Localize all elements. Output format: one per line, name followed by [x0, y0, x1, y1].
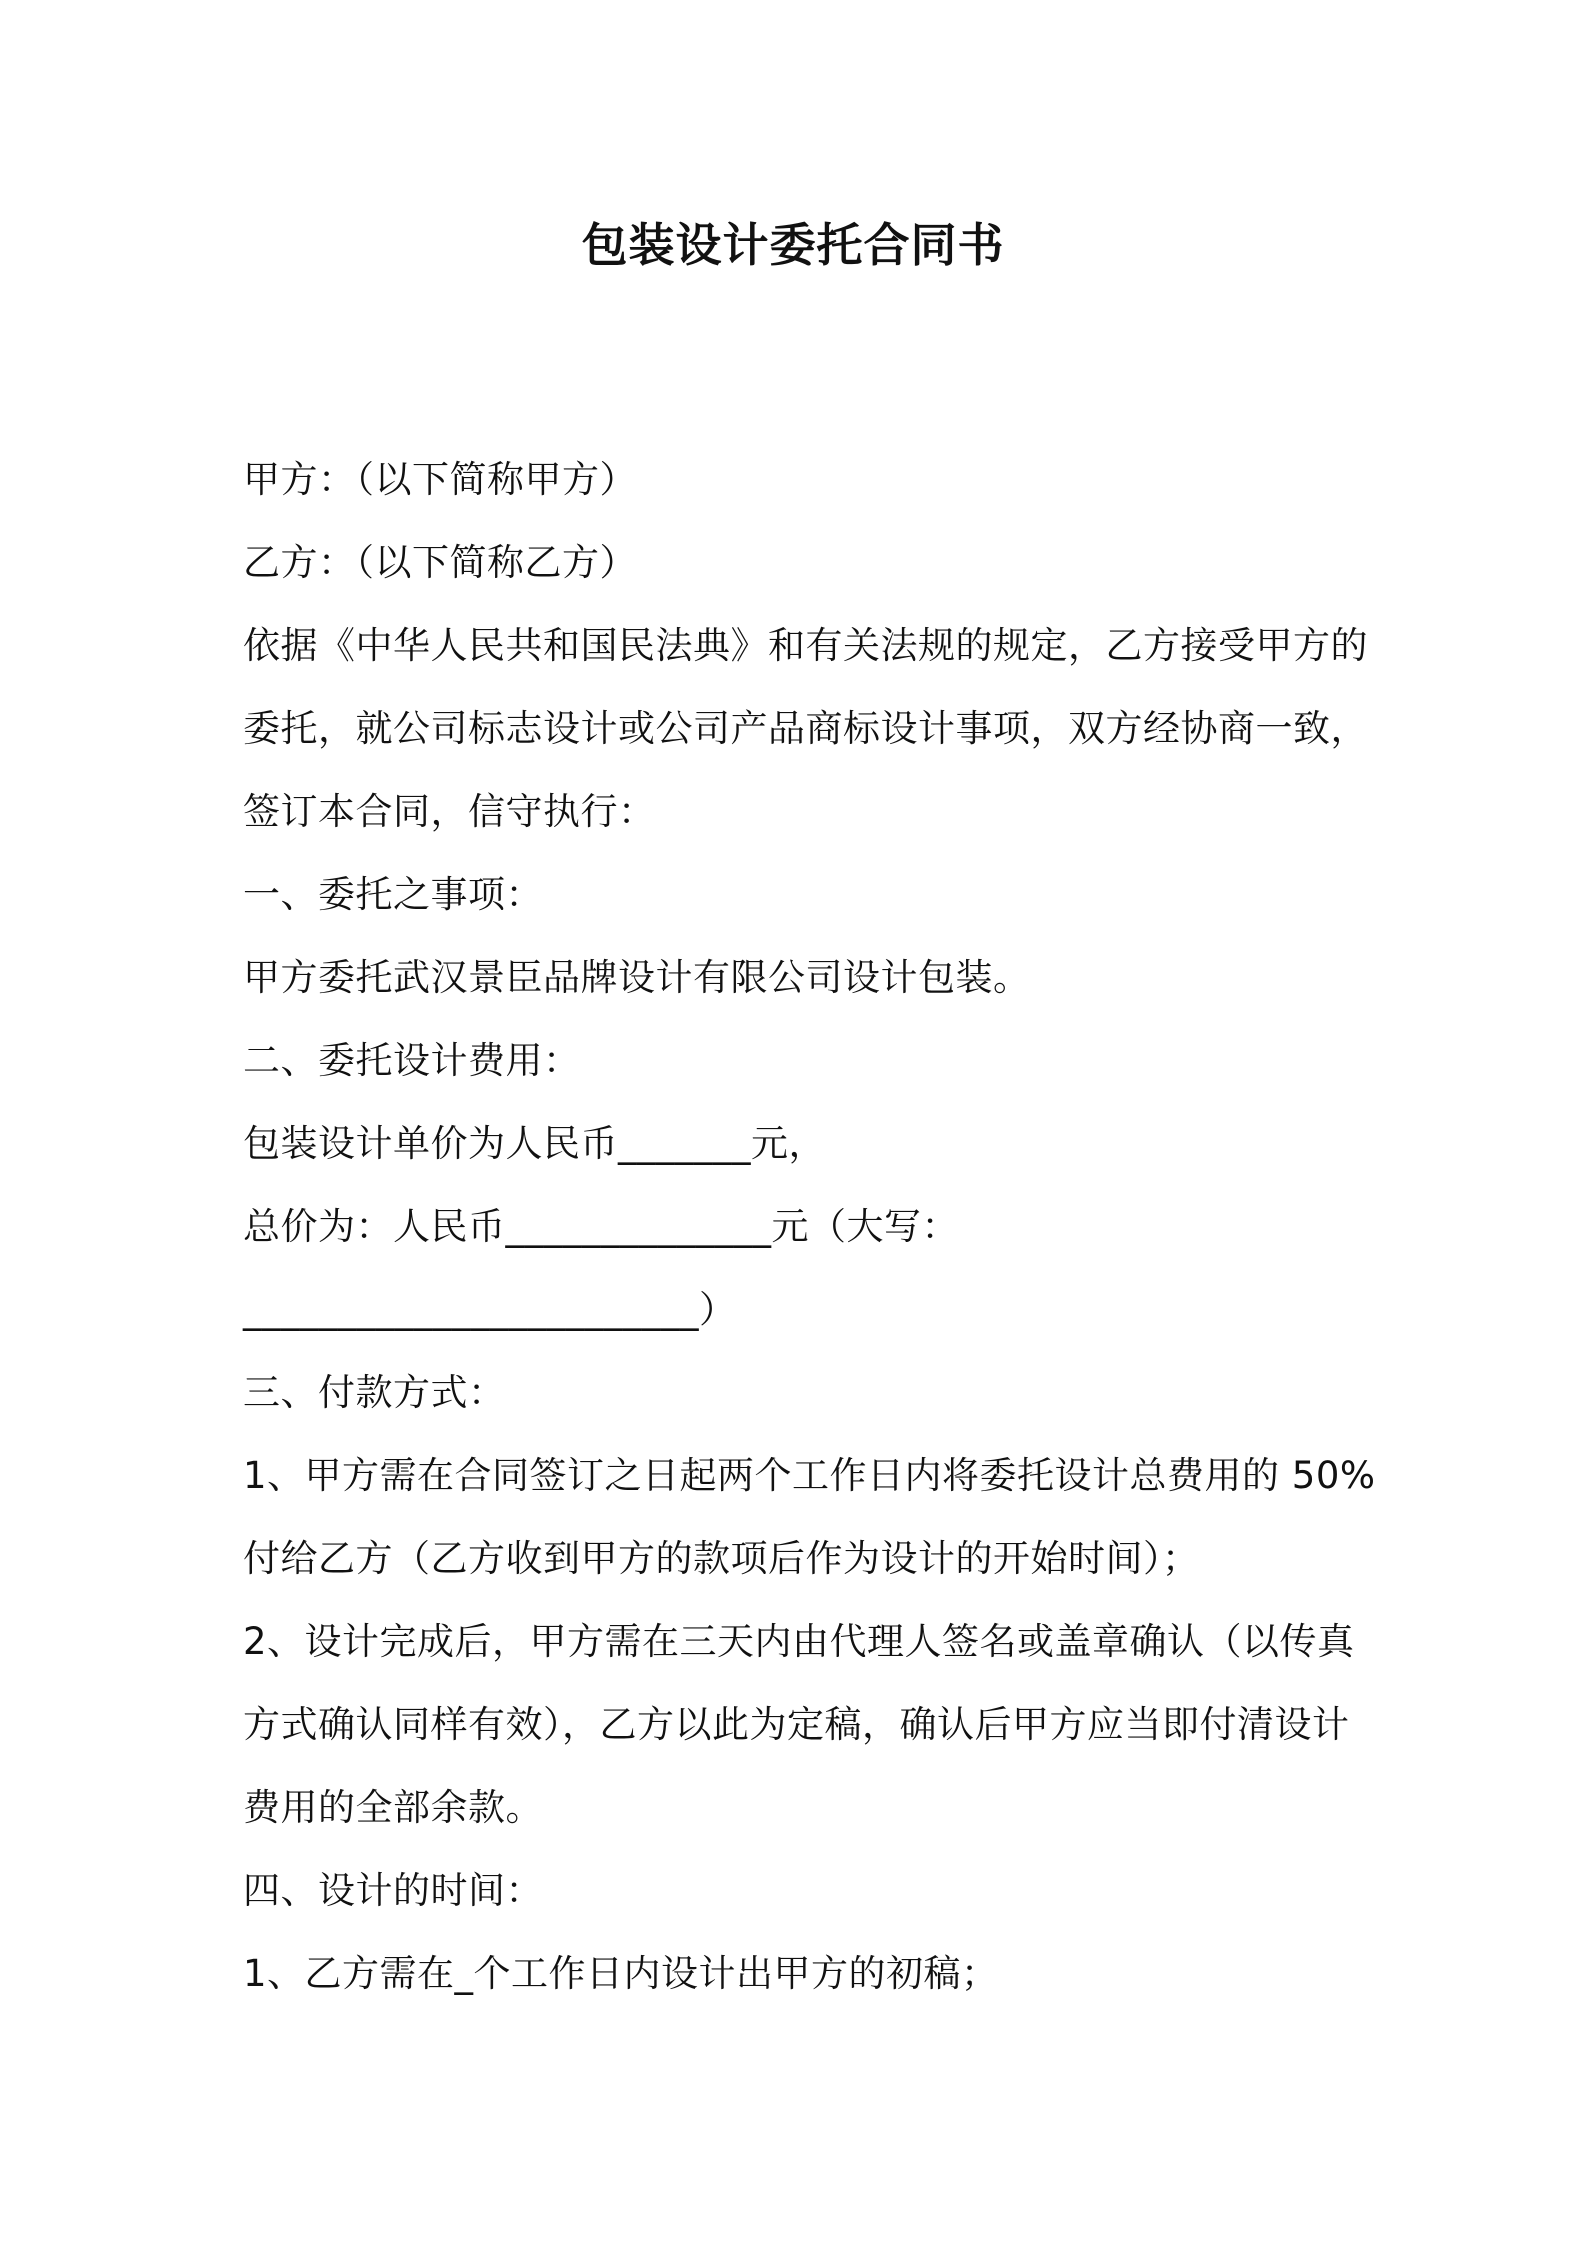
section-2-heading: 二、委托设计费用：	[243, 1039, 581, 1082]
section-1-text: 甲方委托武汉景臣品牌设计有限公司设计包装。	[243, 956, 1031, 999]
preamble-line-3: 签订本合同，信守执行：	[243, 790, 656, 833]
payment-item-2-line-2: 方式确认同样有效），乙方以此为定稿，确认后甲方应当即付清设计	[243, 1703, 1350, 1746]
preamble-line-1: 依据《中华人民共和国民法典》和有关法规的规定，乙方接受甲方的	[243, 624, 1368, 667]
payment-item-1-line-1: 1、甲方需在合同签订之日起两个工作日内将委托设计总费用的 50%	[243, 1454, 1376, 1497]
design-time-item-1: 1、乙方需在_个工作日内设计出甲方的初稿；	[243, 1952, 999, 1995]
section-1-heading: 一、委托之事项：	[243, 873, 543, 916]
party-b-line: 乙方：（以下简称乙方）	[243, 541, 637, 584]
unit-price-line: 包装设计单价为人民币_______元，	[243, 1122, 826, 1165]
total-price-uppercase-line: ________________________）	[243, 1288, 737, 1331]
preamble-line-2: 委托，就公司标志设计或公司产品商标设计事项，双方经协商一致，	[243, 707, 1368, 750]
party-a-line: 甲方：（以下简称甲方）	[243, 458, 637, 501]
payment-item-2-line-1: 2、设计完成后，甲方需在三天内由代理人签名或盖章确认（以传真	[243, 1620, 1355, 1663]
payment-item-1-line-2: 付给乙方（乙方收到甲方的款项后作为设计的开始时间）；	[243, 1537, 1200, 1580]
section-4-heading: 四、设计的时间：	[243, 1869, 543, 1912]
section-3-heading: 三、付款方式：	[243, 1371, 506, 1414]
document-body	[243, 438, 1376, 2015]
document-title: 包装设计委托合同书	[581, 218, 1005, 272]
payment-item-2-line-3: 费用的全部余款。	[243, 1786, 543, 1829]
total-price-line: 总价为：人民币______________元（大写：	[243, 1205, 959, 1248]
